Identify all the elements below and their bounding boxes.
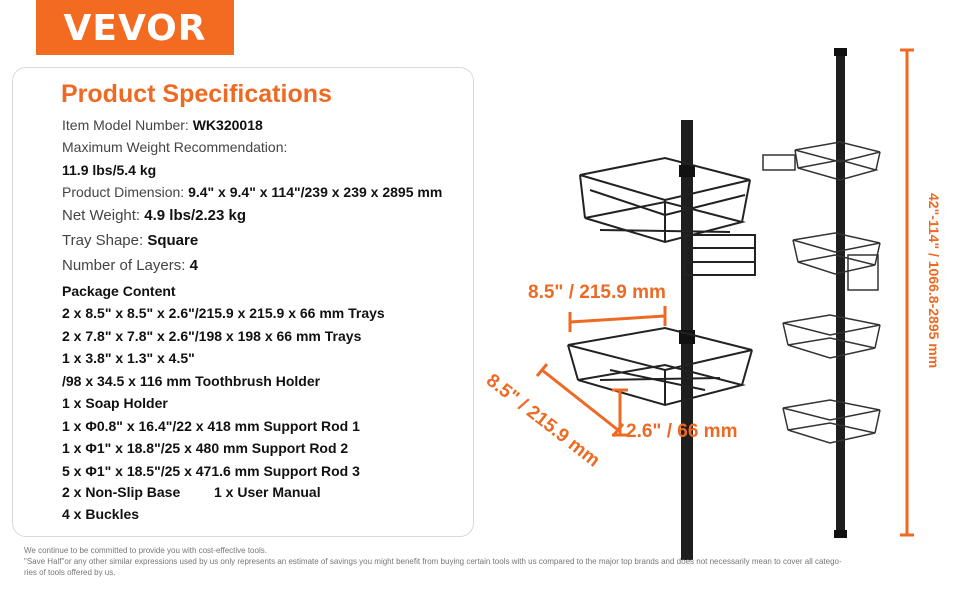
tray-shape-row — [62, 232, 198, 249]
dimension-value: 9.4" x 9.4" x 114"/239 x 239 x 2895 mm — [188, 184, 443, 200]
package-item: 2 x 8.5" x 8.5" x 2.6"/215.9 x 215.9 x 66 mm Trays — [62, 305, 385, 321]
package-item: 1 x User Manual — [214, 484, 321, 500]
package-heading: Package Content — [62, 283, 176, 299]
package-item: 2 x 7.8" x 7.8" x 2.6"/198 x 198 x 66 mm Trays — [62, 328, 362, 344]
package-item: 1 x Φ1" x 18.8"/25 x 480 mm Support Rod 2 — [62, 440, 349, 456]
package-item: 1 x Soap Holder — [62, 395, 168, 411]
item-model-label: Item Model Number: — [62, 117, 193, 133]
disclaimer-line: ries of tools offered by us. — [24, 568, 116, 577]
layers-value: 4 — [189, 257, 198, 274]
vevor-logo — [36, 0, 234, 55]
tray-shape-label: Tray Shape: — [62, 232, 148, 249]
max-weight-label: Maximum Weight Recommendation: — [62, 139, 288, 155]
package-item: 1 x 3.8" x 1.3" x 4.5" — [62, 350, 195, 366]
back-pole — [834, 48, 847, 538]
max-weight-value: 11.9 lbs/5.4 kg — [62, 162, 157, 178]
upper-tray — [580, 158, 750, 242]
small-trays — [763, 142, 880, 443]
dimension-label: Product Dimension: — [62, 184, 189, 200]
pole-height-label: 42"-114" / 1066.8-2895 mm — [926, 193, 942, 369]
tray-width-label: 8.5" / 215.9 mm — [528, 282, 666, 303]
net-weight-row — [62, 207, 246, 224]
net-weight-value: 4.9 lbs/2.23 kg — [144, 207, 246, 224]
page-title: Product Specifications — [61, 80, 332, 108]
disclaimer-line: "Save Half"or any other similar expressions used by us only represents an estimate of savings you might benefit from buying certain tools with us compared to the major top brands and does not necessarily mean to cover all catego- — [24, 557, 842, 566]
package-item: 1 x Φ0.8" x 16.4"/22 x 418 mm Support Rod 1 — [62, 418, 360, 434]
package-item: /98 x 34.5 x 116 mm Toothbrush Holder — [62, 373, 321, 389]
package-item: 5 x Φ1" x 18.5"/25 x 471.6 mm Support Rod 3 — [62, 463, 360, 479]
front-pole — [679, 120, 695, 560]
max-weight-value-row — [62, 162, 156, 178]
toothbrush-basket — [685, 235, 755, 275]
package-item: 4 x Buckles — [62, 506, 140, 522]
package-item: 2 x Non-Slip Base — [62, 484, 181, 500]
disclaimer-line: We continue to be committed to provide you with cost-effective tools. — [24, 546, 267, 555]
lower-tray — [568, 328, 752, 405]
max-weight-row — [62, 139, 287, 155]
item-model-row — [62, 117, 263, 133]
tray-depth-label: 8.5" / 215.9 mm — [482, 370, 604, 472]
tray-shape-value: Square — [147, 232, 199, 249]
dimension-row — [62, 184, 442, 200]
tray-height-label: 2.6" / 66 mm — [626, 421, 738, 442]
logo-text: VEVOR — [63, 8, 207, 49]
layers-row — [62, 257, 198, 274]
net-weight-label: Net Weight: — [62, 207, 145, 224]
item-model-value: WK320018 — [192, 117, 263, 133]
layers-label: Number of Layers: — [62, 257, 190, 274]
